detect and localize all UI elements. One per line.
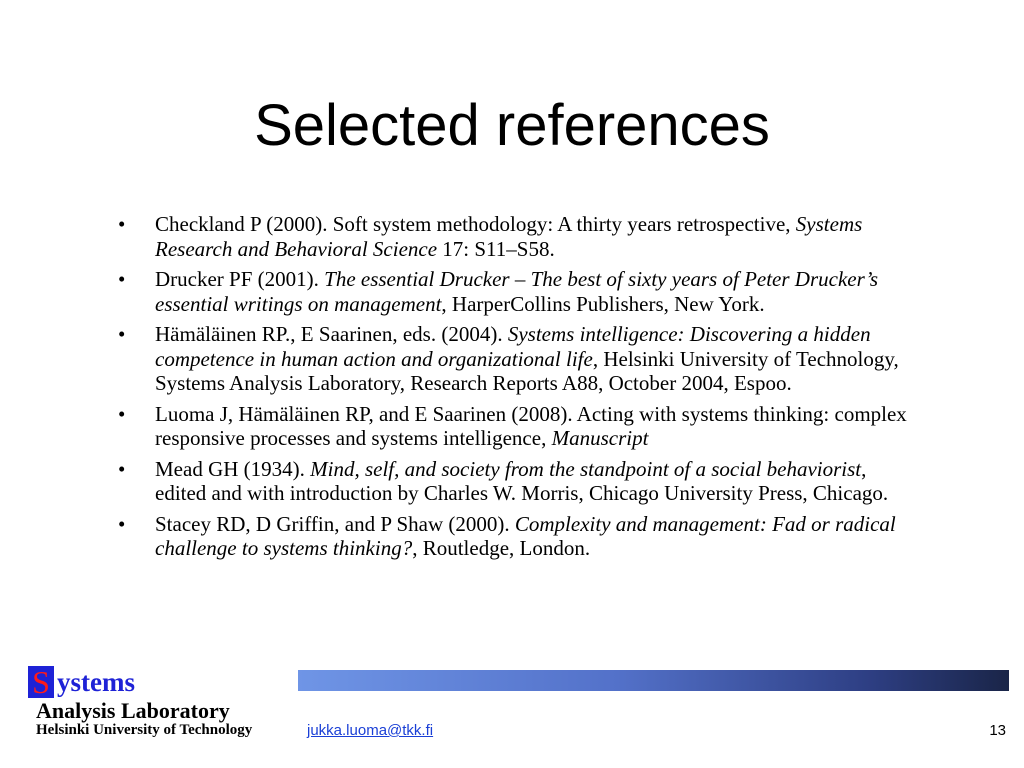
footer-gradient-bar bbox=[298, 670, 1009, 691]
reference-segment: , edited and with introduction by Charles W. Morris, Chicago University Press, Chicago. bbox=[155, 456, 889, 505]
reference-item bbox=[118, 212, 918, 261]
reference-title: Complexity and management: Fad or radical challenge to systems thinking? bbox=[155, 511, 896, 560]
bullet-icon: • bbox=[118, 212, 126, 236]
page-number: 13 bbox=[989, 722, 1006, 739]
logo-university: Helsinki University of Technology bbox=[36, 722, 253, 738]
bullet-icon: • bbox=[118, 511, 126, 536]
slide-title: Selected references bbox=[254, 93, 770, 158]
reference-text bbox=[155, 512, 896, 561]
reference-segment: Drucker PF (2001). bbox=[155, 267, 325, 291]
logo-s-box: S bbox=[28, 666, 54, 698]
reference-title: The essential Drucker – The best of sixty years of Peter Drucker’s essential writings on management bbox=[155, 267, 879, 316]
reference-list bbox=[118, 212, 918, 567]
reference-segment: Hämäläinen RP., E Saarinen, eds. (2004). bbox=[155, 322, 508, 346]
reference-segment: Luoma J, Hämäläinen RP, and E Saarinen (2008). Acting with systems thinking: complex responsive processes and systems intelligence, bbox=[155, 401, 907, 450]
reference-text bbox=[155, 212, 862, 261]
bullet-icon: • bbox=[118, 456, 126, 481]
bullet-icon: • bbox=[118, 401, 126, 426]
reference-text bbox=[155, 322, 899, 395]
logo-systems-word: ystems bbox=[57, 667, 135, 697]
reference-item bbox=[118, 457, 918, 506]
reference-item bbox=[118, 322, 918, 396]
reference-item bbox=[118, 402, 918, 451]
reference-title: Systems intelligence: Discovering a hidden competence in human action and organizational life bbox=[155, 322, 871, 371]
reference-segment: , Helsinki University of Technology, Systems Analysis Laboratory, Research Reports A88, October 2004, Espoo. bbox=[155, 346, 899, 395]
footer-email-link[interactable]: jukka.luoma@tkk.fi bbox=[307, 722, 434, 739]
bullet-icon: • bbox=[118, 322, 126, 346]
reference-segment: Checkland P (2000). Soft system methodology: A thirty years retrospective, bbox=[155, 212, 796, 236]
reference-segment: , HarperCollins Publishers, New York. bbox=[441, 291, 765, 316]
reference-text bbox=[155, 267, 878, 316]
reference-title: Systems Research and Behavioral Science bbox=[155, 212, 863, 261]
reference-segment: 17: S11–S58. bbox=[437, 236, 555, 261]
bullet-icon: • bbox=[118, 267, 126, 291]
reference-item bbox=[118, 267, 918, 316]
reference-segment: Mead GH (1934). bbox=[155, 456, 311, 481]
reference-segment: Stacey RD, D Griffin, and P Shaw (2000). bbox=[155, 511, 515, 536]
reference-text bbox=[155, 402, 907, 451]
reference-item bbox=[118, 512, 918, 561]
reference-segment: , Routledge, London. bbox=[412, 536, 591, 560]
reference-title: Manuscript bbox=[551, 426, 649, 450]
reference-text bbox=[155, 457, 888, 506]
logo-lab-name: Analysis Laboratory bbox=[36, 698, 230, 723]
reference-title: Mind, self, and society from the standpoint of a social behaviorist bbox=[310, 456, 862, 481]
